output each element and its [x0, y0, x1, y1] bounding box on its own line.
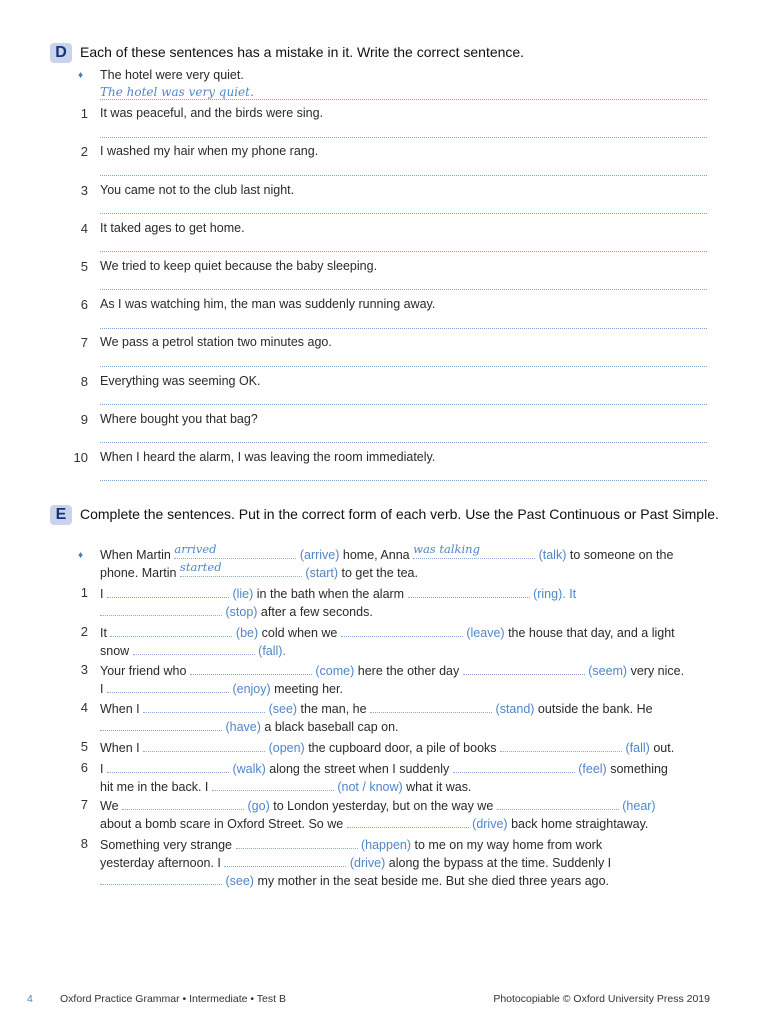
- verb-hint: (go): [247, 799, 270, 813]
- text: to London yesterday, but on the way we: [273, 799, 494, 813]
- question-text: We pass a petrol station two minutes ago.: [100, 335, 332, 349]
- question-7-line-2: [100, 815, 710, 834]
- section-d: [50, 43, 710, 493]
- text: to me on my way home from work: [414, 838, 603, 852]
- question-text: Where bought you that bag?: [100, 412, 258, 426]
- question-number: 7: [80, 797, 88, 812]
- question-3-line-1: [100, 662, 710, 681]
- verb-hint: (fall): [625, 741, 650, 755]
- text: the cupboard door, a pile of books: [308, 741, 497, 755]
- text: It: [100, 626, 107, 640]
- answer-line[interactable]: [100, 366, 707, 367]
- question-text: We tried to keep quiet because the baby sleeping.: [100, 259, 378, 273]
- text: phone. Martin: [100, 566, 177, 580]
- answer-blank[interactable]: [143, 739, 265, 752]
- verb-hint: (leave): [466, 626, 505, 640]
- verb-hint: (be): [235, 626, 259, 640]
- text: outside the bank. He: [537, 702, 653, 716]
- verb-hint: (not / know): [337, 780, 403, 794]
- question-number: 3: [80, 183, 88, 198]
- question-number: 2: [80, 144, 88, 159]
- text: out.: [653, 741, 675, 755]
- answer-line[interactable]: [100, 289, 707, 290]
- section-e-badge: E: [50, 505, 72, 525]
- answer-blank[interactable]: [212, 778, 334, 791]
- verb-hint: (happen): [360, 838, 412, 852]
- example-diamond-icon: ♦: [78, 550, 84, 561]
- section-d-badge: D: [50, 43, 72, 63]
- example-sentence: The hotel were very quiet.: [100, 68, 244, 82]
- verb-hint: (stop): [225, 605, 258, 619]
- question-text: As I was watching him, the man was suddenly running away.: [100, 297, 436, 311]
- answer-line[interactable]: [100, 175, 707, 176]
- answer-blank[interactable]: [224, 854, 346, 867]
- text: to someone on the: [569, 548, 674, 562]
- text: I: [100, 682, 104, 696]
- question-number: 2: [80, 624, 88, 639]
- text: something: [610, 762, 668, 776]
- text: along the bypass at the time. Suddenly I: [388, 856, 612, 870]
- answer-blank[interactable]: [347, 815, 469, 828]
- verb-hint: (have): [225, 720, 261, 734]
- answer-blank[interactable]: [500, 739, 622, 752]
- question-6-line-1: [100, 760, 710, 779]
- answer-blank[interactable]: [341, 624, 463, 637]
- question-7-line-1: [100, 797, 710, 816]
- text: Something very strange: [100, 838, 233, 852]
- copyright: Photocopiable © Oxford University Press 2019: [493, 993, 710, 1005]
- verb-hint: (stand): [495, 702, 535, 716]
- answer-blank[interactable]: [133, 642, 255, 655]
- answer-blank[interactable]: [107, 585, 229, 598]
- question-text: You came not to the club last night.: [100, 183, 295, 197]
- question-number: 4: [80, 221, 88, 236]
- answer-blank[interactable]: [190, 662, 312, 675]
- text: here the other day: [357, 664, 460, 678]
- question-1-line-2: [100, 603, 710, 622]
- verb-hint: (drive): [349, 856, 386, 870]
- text: When Martin: [100, 548, 171, 562]
- question-text: It taked ages to get home.: [100, 221, 245, 235]
- text: I: [100, 762, 104, 776]
- question-5-line-1: [100, 739, 710, 758]
- answer-line[interactable]: [100, 404, 707, 405]
- verb-hint: (talk): [538, 548, 567, 562]
- text: hit me in the back. I: [100, 780, 209, 794]
- question-number: 3: [80, 662, 88, 677]
- question-8-line-2: [100, 854, 710, 873]
- question-number: 8: [80, 374, 88, 389]
- verb-hint: (start): [305, 566, 339, 580]
- verb-hint: (enjoy): [232, 682, 271, 696]
- text: yesterday afternoon. I: [100, 856, 221, 870]
- verb-hint: (come): [315, 664, 355, 678]
- text: back home straightaway.: [511, 817, 649, 831]
- section-e-instruction: Complete the sentences. Put in the correct form of each verb. Use the Past Continuous or Past Simple.: [80, 506, 719, 522]
- question-4-line-2: [100, 718, 710, 737]
- verb-hint: (hear): [622, 799, 656, 813]
- answer-blank[interactable]: [100, 718, 222, 731]
- verb-hint: (arrive): [299, 548, 340, 562]
- section-e: [50, 505, 719, 895]
- verb-hint: (lie): [232, 587, 254, 601]
- question-number: 1: [80, 585, 88, 600]
- question-4-line-1: [100, 700, 710, 719]
- text: to get the tea.: [341, 566, 418, 580]
- answer-line[interactable]: [100, 251, 707, 252]
- text: after a few seconds.: [260, 605, 373, 619]
- text: a black baseball cap on.: [264, 720, 399, 734]
- answer-blank[interactable]: [370, 700, 492, 713]
- verb-hint: (drive): [472, 817, 508, 831]
- answer-line[interactable]: [100, 328, 707, 329]
- answer-text: started: [179, 559, 222, 574]
- answer-line[interactable]: [100, 99, 707, 100]
- text: what it was.: [406, 780, 472, 794]
- text: home, Anna: [342, 548, 410, 562]
- text: cold when we: [261, 626, 338, 640]
- question-2-line-1: [100, 624, 710, 643]
- verb-hint: (walk): [232, 762, 266, 776]
- answer-blank[interactable]: [100, 872, 222, 885]
- section-d-instruction: Each of these sentences has a mistake in it. Write the correct sentence.: [80, 44, 525, 60]
- answer-line[interactable]: [100, 137, 707, 138]
- question-8-line-3: [100, 872, 710, 891]
- verb-hint: (seem): [588, 664, 628, 678]
- question-text: I washed my hair when my phone rang.: [100, 144, 319, 158]
- text: I: [100, 587, 104, 601]
- answer-blank[interactable]: [110, 624, 232, 637]
- answer-blank[interactable]: [179, 559, 302, 577]
- verb-hint: (ring). It: [533, 587, 577, 601]
- book-title: Oxford Practice Grammar • Intermediate • Test B: [60, 993, 286, 1005]
- question-8-line-1: [100, 836, 710, 855]
- question-number: 10: [73, 450, 88, 465]
- page-number: 4: [27, 993, 33, 1005]
- text: When I: [100, 702, 140, 716]
- question-text: When I heard the alarm, I was leaving the room immediately.: [100, 450, 436, 464]
- example-answer: The hotel was very quiet.: [100, 85, 254, 99]
- answer-blank[interactable]: [107, 760, 229, 773]
- answer-blank[interactable]: [463, 662, 585, 675]
- text: the man, he: [300, 702, 367, 716]
- text: the house that day, and a light: [508, 626, 675, 640]
- question-number: 8: [80, 836, 88, 851]
- answer-blank[interactable]: [100, 603, 222, 616]
- question-number: 5: [80, 259, 88, 274]
- answer-blank[interactable]: [122, 797, 244, 810]
- verb-hint: (open): [268, 741, 305, 755]
- question-6-line-2: [100, 778, 710, 797]
- text: about a bomb scare in Oxford Street. So we: [100, 817, 344, 831]
- question-text: It was peaceful, and the birds were sing.: [100, 106, 324, 120]
- answer-blank[interactable]: [174, 541, 296, 559]
- question-number: 6: [80, 297, 88, 312]
- question-number: 7: [80, 335, 88, 350]
- question-number: 5: [80, 739, 88, 754]
- answer-blank[interactable]: [413, 541, 535, 559]
- question-number: 4: [80, 700, 88, 715]
- text: very nice.: [630, 664, 685, 678]
- text: along the street when I suddenly: [269, 762, 450, 776]
- answer-text: arrived: [174, 541, 217, 556]
- question-number: 6: [80, 760, 88, 775]
- text: Your friend who: [100, 664, 187, 678]
- text: meeting her.: [274, 682, 343, 696]
- text: in the bath when the alarm: [256, 587, 405, 601]
- question-3-line-2: [100, 680, 710, 699]
- answer-blank[interactable]: [453, 760, 575, 773]
- answer-blank[interactable]: [107, 680, 229, 693]
- text: my mother in the seat beside me. But she died three years ago.: [257, 874, 610, 888]
- text: When I: [100, 741, 140, 755]
- answer-blank[interactable]: [408, 585, 530, 598]
- verb-hint: (see): [268, 702, 298, 716]
- verb-hint: (see): [225, 874, 254, 888]
- example-line-2: [100, 559, 710, 583]
- answer-blank[interactable]: [143, 700, 265, 713]
- question-number: 1: [80, 106, 88, 121]
- question-text: Everything was seeming OK.: [100, 374, 261, 388]
- example-diamond-icon: ♦: [78, 70, 84, 81]
- answer-blank[interactable]: [497, 797, 619, 810]
- text: We: [100, 799, 119, 813]
- answer-line[interactable]: [100, 442, 707, 443]
- verb-hint: (fall).: [258, 644, 286, 658]
- question-number: 9: [80, 412, 88, 427]
- answer-text: was talking: [413, 541, 480, 556]
- answer-line[interactable]: [100, 213, 707, 214]
- text: snow: [100, 644, 130, 658]
- question-2-line-2: [100, 642, 710, 661]
- verb-hint: (feel): [578, 762, 607, 776]
- answer-line[interactable]: [100, 480, 707, 481]
- answer-blank[interactable]: [236, 836, 358, 849]
- question-1-line-1: [100, 585, 710, 604]
